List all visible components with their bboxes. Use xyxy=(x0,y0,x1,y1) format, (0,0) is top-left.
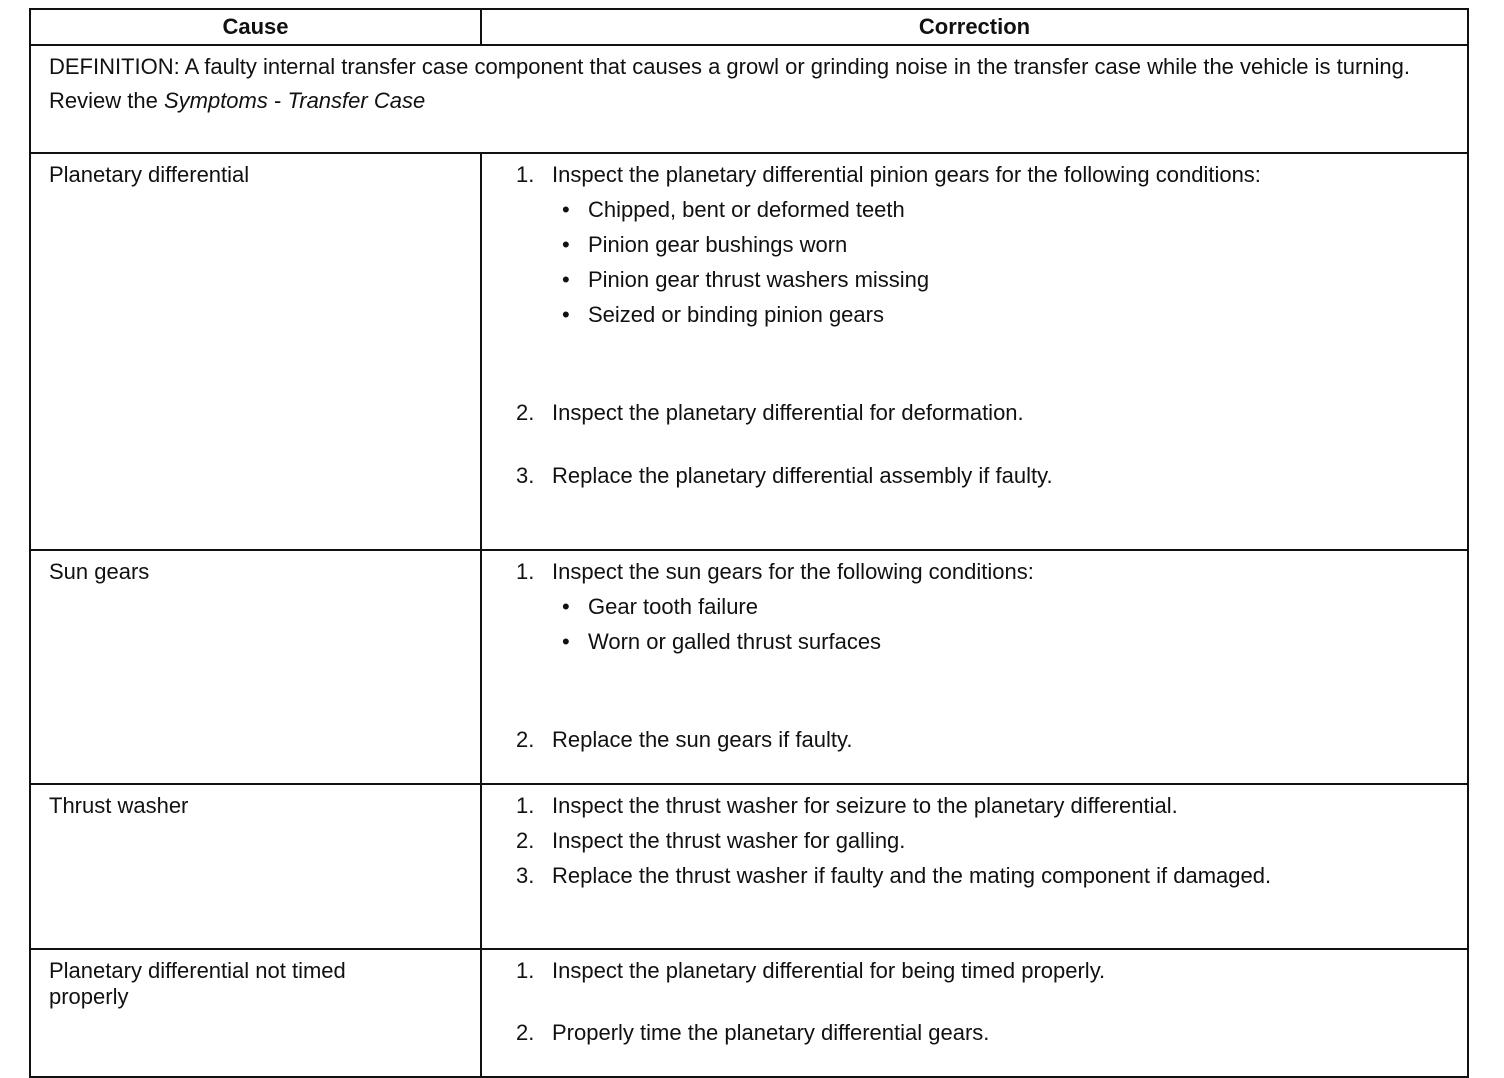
step-text: Replace the sun gears if faulty. xyxy=(552,727,853,752)
review-line xyxy=(49,88,1451,114)
step-number: 2. xyxy=(516,400,535,425)
step-text: Inspect the sun gears for the following conditions: xyxy=(552,559,1034,584)
cause-text: Sun gears xyxy=(49,559,150,584)
bullet-icon: • xyxy=(562,267,570,292)
step-number: 1. xyxy=(516,958,535,983)
correction-cell xyxy=(481,153,1468,550)
correction-step xyxy=(516,1020,1451,1046)
symptoms-link[interactable]: Symptoms xyxy=(163,88,268,113)
correction-step xyxy=(516,828,1451,854)
step-text: Properly time the planetary differential gears. xyxy=(552,1020,990,1045)
review-prefix: Review the xyxy=(49,88,164,113)
correction-step xyxy=(516,400,1451,426)
correction-cell xyxy=(481,550,1468,784)
bullet-icon: • xyxy=(562,594,570,619)
list-item-text: Chipped, bent or deformed teeth xyxy=(588,197,905,222)
list-item xyxy=(560,267,1451,293)
condition-list xyxy=(516,594,1451,655)
list-item-text: Worn or galled thrust surfaces xyxy=(588,629,882,654)
step-number: 2. xyxy=(516,828,535,853)
cause-text: Thrust washer xyxy=(49,793,189,818)
table-row xyxy=(30,153,1468,550)
header-row xyxy=(30,9,1468,45)
correction-step xyxy=(516,559,1451,585)
table-row xyxy=(30,949,1468,1077)
list-item xyxy=(560,232,1451,258)
correction-step xyxy=(516,793,1451,819)
list-item xyxy=(560,302,1451,328)
list-item-text: Gear tooth failure xyxy=(588,594,758,619)
list-item-text: Pinion gear bushings worn xyxy=(588,232,848,257)
correction-cell xyxy=(481,949,1468,1077)
bullet-icon: • xyxy=(562,629,570,654)
correction-step xyxy=(516,463,1451,489)
step-number: 1. xyxy=(516,793,535,818)
cause-cell xyxy=(30,550,481,784)
list-item xyxy=(560,594,1451,620)
correction-step xyxy=(516,162,1451,188)
correction-step xyxy=(516,727,1451,753)
bullet-icon: • xyxy=(562,232,570,257)
review-separator: - xyxy=(267,88,288,113)
table-row xyxy=(30,784,1468,949)
list-item-text: Pinion gear thrust washers missing xyxy=(588,267,930,292)
step-number: 1. xyxy=(516,162,535,187)
list-item-text: Seized or binding pinion gears xyxy=(588,302,884,327)
step-number: 2. xyxy=(516,727,535,752)
step-text: Inspect the thrust washer for galling. xyxy=(552,828,906,853)
list-item xyxy=(560,197,1451,223)
table-row xyxy=(30,550,1468,784)
cause-text: Planetary differential xyxy=(49,162,250,187)
cause-cell xyxy=(30,153,481,550)
diagnostic-table xyxy=(29,8,1469,1078)
definition-text: DEFINITION: A faulty internal transfer case component that causes a growl or grinding noise in the transfer case while the vehicle is turning. xyxy=(49,54,1411,79)
step-number: 3. xyxy=(516,863,535,888)
condition-list xyxy=(516,197,1451,328)
correction-header: Correction xyxy=(481,9,1468,45)
step-number: 3. xyxy=(516,463,535,488)
step-number: 1. xyxy=(516,559,535,584)
transfer-case-link[interactable]: Transfer Case xyxy=(287,88,426,113)
step-text: Inspect the planetary differential for deformation. xyxy=(552,400,1024,425)
definition-cell xyxy=(30,45,1468,153)
list-item xyxy=(560,629,1451,655)
correction-cell xyxy=(481,784,1468,949)
correction-step xyxy=(516,863,1451,889)
step-text: Inspect the planetary differential for being timed properly. xyxy=(552,958,1106,983)
step-text: Replace the planetary differential assembly if faulty. xyxy=(552,463,1053,488)
step-text: Inspect the planetary differential pinion gears for the following conditions: xyxy=(552,162,1261,187)
correction-step xyxy=(516,958,1451,984)
step-number: 2. xyxy=(516,1020,535,1045)
cause-cell xyxy=(30,784,481,949)
step-text: Replace the thrust washer if faulty and the mating component if damaged. xyxy=(552,863,1272,888)
bullet-icon: • xyxy=(562,302,570,327)
definition-row xyxy=(30,45,1468,153)
cause-header: Cause xyxy=(30,9,481,45)
bullet-icon: • xyxy=(562,197,570,222)
step-text: Inspect the thrust washer for seizure to the planetary differential. xyxy=(552,793,1178,818)
cause-text: Planetary differential not timed properly xyxy=(49,958,346,1009)
cause-cell xyxy=(30,949,481,1077)
